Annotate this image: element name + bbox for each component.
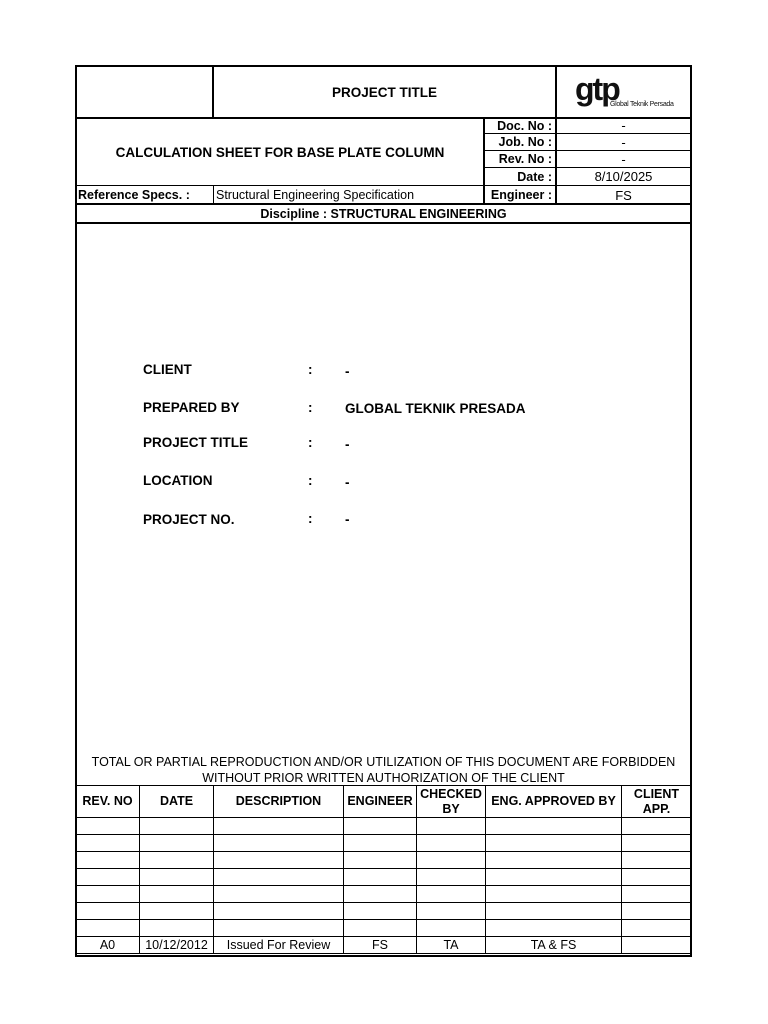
cell-description <box>214 818 344 835</box>
doc-no-value: - <box>621 117 626 133</box>
date-label: Date : <box>517 169 552 184</box>
cell-eng-approved: TA & FS <box>486 937 622 954</box>
logo-text: Global Teknik Persada <box>610 101 674 108</box>
doc-no-label: Doc. No : <box>497 119 552 133</box>
cell-eng-approved <box>486 852 622 869</box>
cell-engineer <box>344 818 417 835</box>
cell-description <box>214 869 344 886</box>
field-prepared-by-value: GLOBAL TEKNIK PRESADA <box>345 401 526 416</box>
cell-rev-no <box>76 852 140 869</box>
sheet-title <box>77 119 483 185</box>
rev-no-label: Rev. No : <box>498 152 552 166</box>
cell-description <box>214 920 344 937</box>
project-title-text: PROJECT TITLE <box>331 84 437 100</box>
field-project-title-label: PROJECT TITLE <box>143 435 249 450</box>
field-project-no-value: - <box>345 512 350 527</box>
field-project-title-value: - <box>345 437 350 452</box>
cell-engineer <box>344 920 417 937</box>
table-row <box>76 903 692 920</box>
ref-divider-1 <box>213 185 214 204</box>
cell-date <box>140 903 214 920</box>
cell-rev-no <box>76 818 140 835</box>
header-engineer: ENGINEER <box>344 786 417 818</box>
cell-checked-by <box>417 852 486 869</box>
reference-label: Reference Specs. : <box>78 188 190 202</box>
cell-rev-no <box>76 886 140 903</box>
reference-value: Structural Engineering Specification <box>216 188 415 202</box>
cell-checked-by: TA <box>417 937 486 954</box>
cell-client-app <box>622 835 692 852</box>
field-location-colon: : <box>308 473 313 488</box>
cell-description <box>214 886 344 903</box>
project-title-header <box>214 67 555 117</box>
field-project-title-colon: : <box>308 435 313 450</box>
cell-eng-approved <box>486 903 622 920</box>
cell-date <box>140 869 214 886</box>
cell-rev-no <box>76 920 140 937</box>
cell-date <box>140 835 214 852</box>
revision-header-row <box>76 786 692 818</box>
cell-engineer <box>344 903 417 920</box>
cell-checked-by <box>417 886 486 903</box>
cell-date <box>140 818 214 835</box>
cell-eng-approved <box>486 886 622 903</box>
cell-client-app <box>622 886 692 903</box>
cell-checked-by <box>417 818 486 835</box>
cell-engineer <box>344 852 417 869</box>
cell-client-app <box>622 937 692 954</box>
header-description: DESCRIPTION <box>214 786 344 818</box>
discipline-row: Discipline : STRUCTURAL ENGINEERING <box>260 206 507 221</box>
header-client-app: CLIENT APP. <box>622 786 692 818</box>
header-checked-by: CHECKED BY <box>417 786 486 818</box>
table-row <box>76 818 692 835</box>
job-no-label: Job. No : <box>498 135 552 149</box>
table-row <box>76 852 692 869</box>
notice-line-2: WITHOUT PRIOR WRITTEN AUTHORIZATION OF THE CLIENT <box>202 771 565 785</box>
company-logo <box>557 67 690 117</box>
cell-engineer: FS <box>344 937 417 954</box>
table-row <box>76 937 692 954</box>
cell-rev-no <box>76 835 140 852</box>
discipline-row-bottom <box>75 222 692 224</box>
cell-checked-by <box>417 835 486 852</box>
cell-client-app <box>622 869 692 886</box>
reproduction-notice <box>77 754 690 786</box>
field-client-colon: : <box>308 362 313 377</box>
cell-client-app <box>622 920 692 937</box>
cell-date <box>140 886 214 903</box>
header-date: DATE <box>140 786 214 818</box>
cell-checked-by <box>417 903 486 920</box>
cell-date: 10/12/2012 <box>140 937 214 954</box>
cell-description <box>214 852 344 869</box>
cell-eng-approved <box>486 920 622 937</box>
job-no-value: - <box>621 134 626 150</box>
revision-table <box>75 785 692 954</box>
cell-rev-no <box>76 903 140 920</box>
cell-client-app <box>622 852 692 869</box>
header-eng-approved-by: ENG. APPROVED BY <box>486 786 622 818</box>
field-project-no-label: PROJECT NO. <box>143 512 235 527</box>
cell-date <box>140 852 214 869</box>
cell-engineer <box>344 886 417 903</box>
cell-eng-approved <box>486 835 622 852</box>
field-client-label: CLIENT <box>143 362 192 377</box>
table-row <box>76 920 692 937</box>
logo-mark: gtp <box>575 71 619 107</box>
cell-checked-by <box>417 869 486 886</box>
cell-date <box>140 920 214 937</box>
table-row <box>76 886 692 903</box>
cell-rev-no: A0 <box>76 937 140 954</box>
cell-description <box>214 835 344 852</box>
cell-checked-by <box>417 920 486 937</box>
cell-engineer <box>344 835 417 852</box>
cell-client-app <box>622 818 692 835</box>
table-row <box>76 835 692 852</box>
cell-engineer <box>344 869 417 886</box>
notice-line-1: TOTAL OR PARTIAL REPRODUCTION AND/OR UTILIZATION OF THIS DOCUMENT ARE FORBIDDEN <box>91 755 676 769</box>
table-row <box>76 869 692 886</box>
sheet-title-text: CALCULATION SHEET FOR BASE PLATE COLUMN <box>115 144 445 160</box>
engineer-value: FS <box>615 187 632 203</box>
date-value: 8/10/2025 <box>594 169 653 184</box>
field-prepared-by-colon: : <box>308 400 313 415</box>
cell-client-app <box>622 903 692 920</box>
engineer-label: Engineer : <box>490 188 552 202</box>
cell-rev-no <box>76 869 140 886</box>
cell-eng-approved <box>486 869 622 886</box>
cell-description: Issued For Review <box>214 937 344 954</box>
cell-eng-approved <box>486 818 622 835</box>
field-location-value: - <box>345 475 350 490</box>
field-project-no-colon: : <box>308 511 313 526</box>
frame-bottom <box>75 955 692 957</box>
cell-description <box>214 903 344 920</box>
field-client-value: - <box>345 364 350 379</box>
field-location-label: LOCATION <box>143 473 213 488</box>
field-prepared-by-label: PREPARED BY <box>143 400 240 415</box>
rev-no-value: - <box>621 151 626 167</box>
header-rev-no: REV. NO <box>76 786 140 818</box>
